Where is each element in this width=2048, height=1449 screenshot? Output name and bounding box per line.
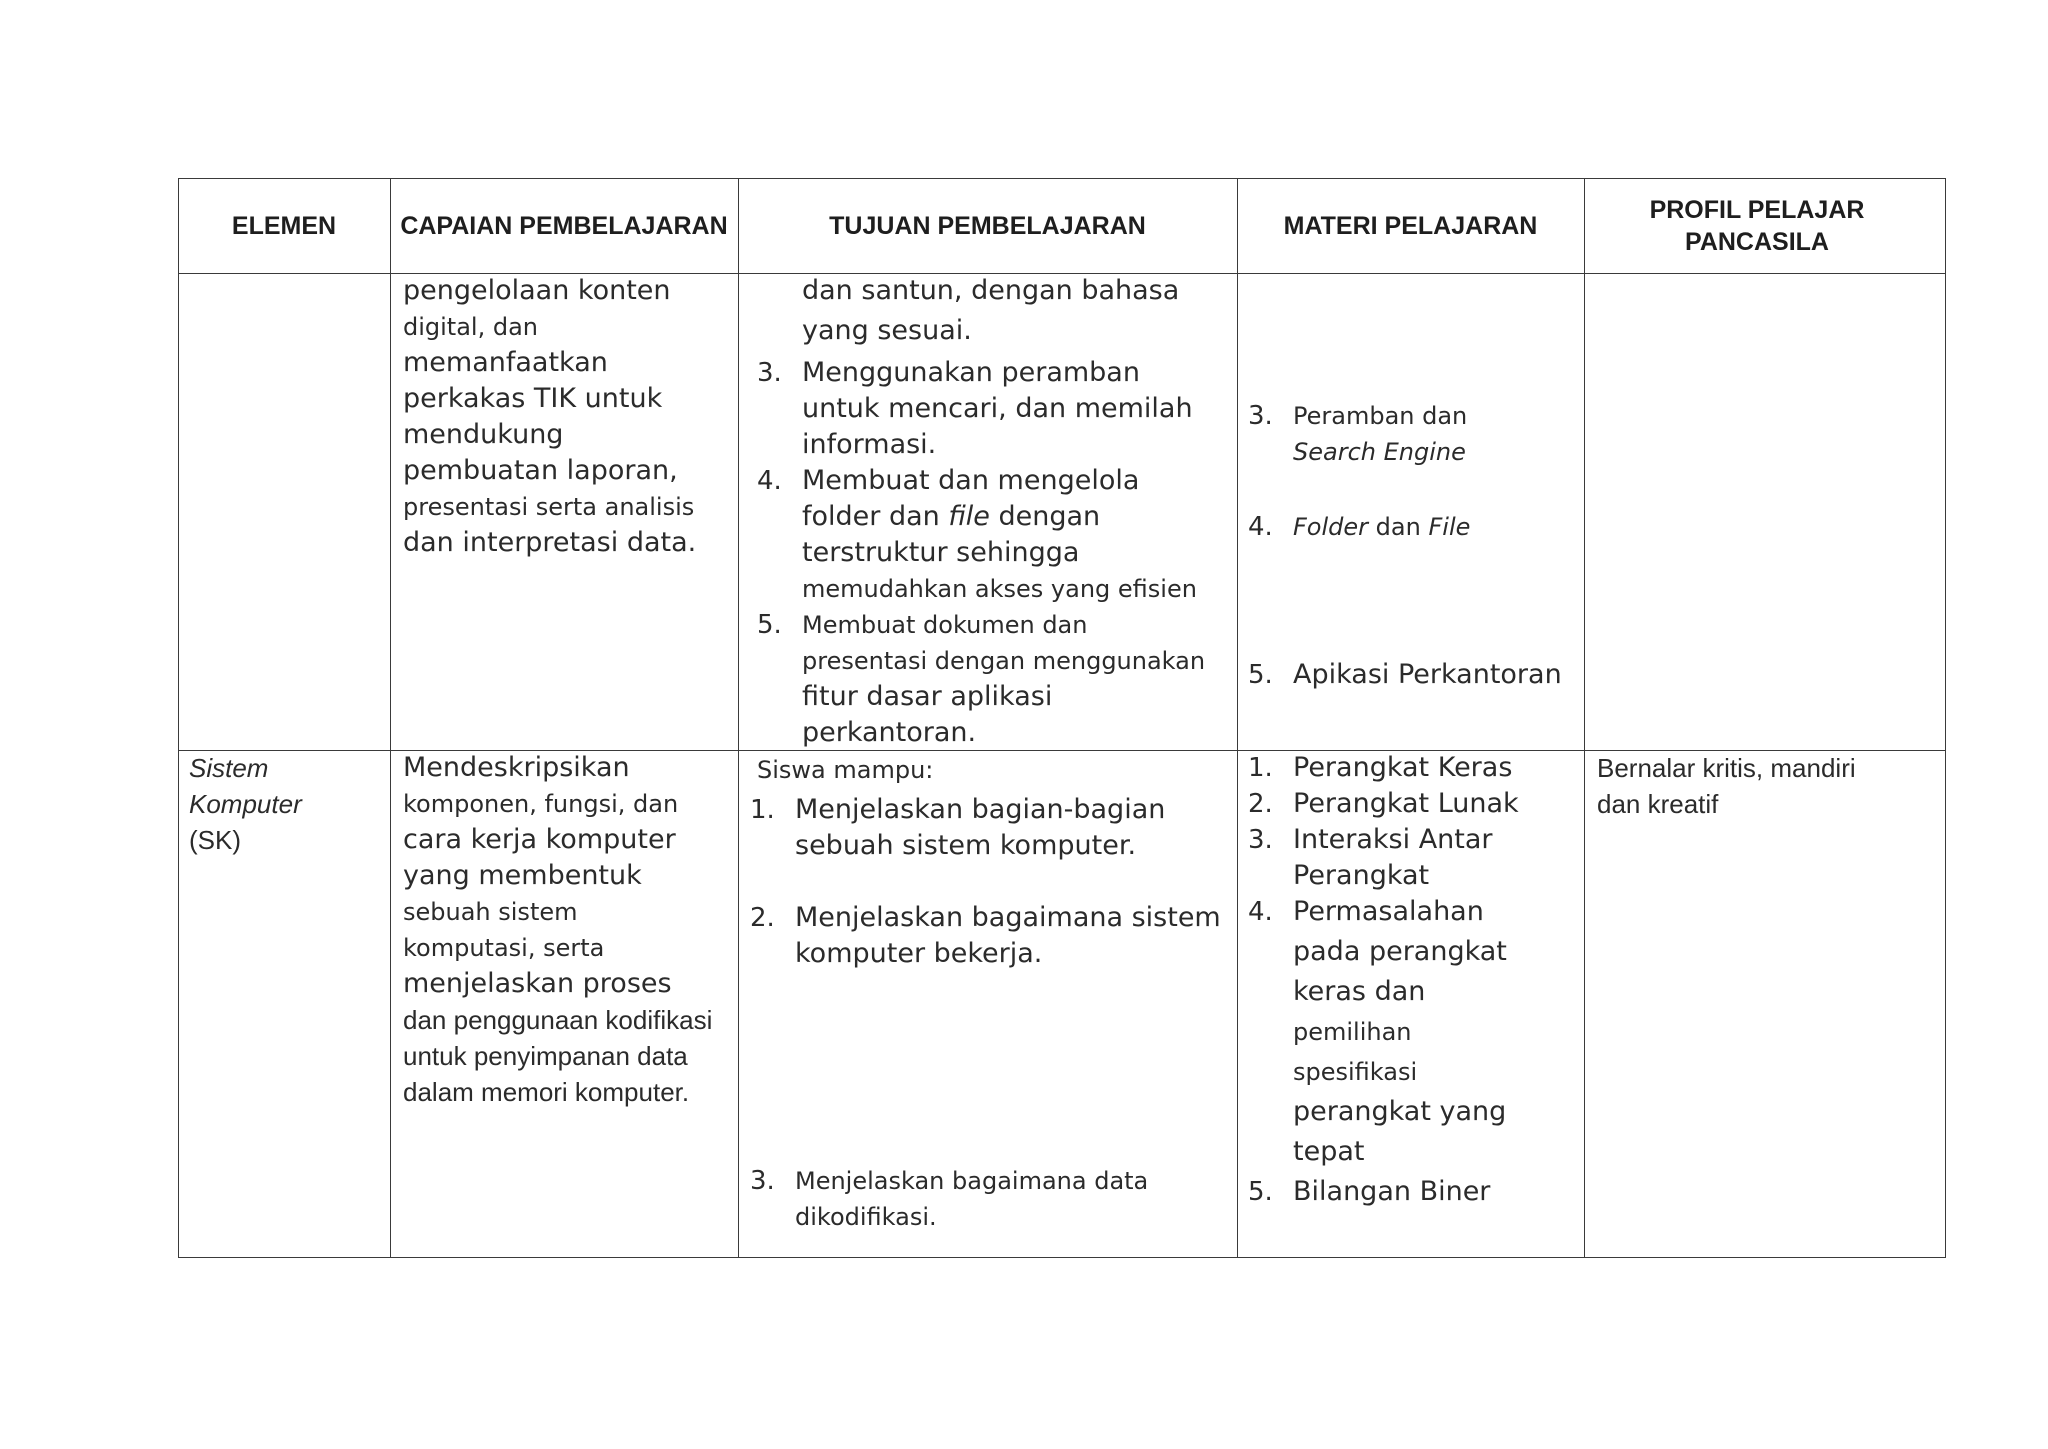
list-number: 4. [757,466,782,496]
header-profil [1584,178,1930,274]
capaian-line: mendukung [403,419,564,450]
header-profil-line: PROFIL PELAJAR [1649,196,1865,224]
materi-line: Bilangan Biner [1293,1176,1491,1207]
capaian-line: cara kerja komputer [403,824,676,855]
capaian-line: untuk penyimpanan data [403,1041,688,1071]
list-number: 5. [1248,1177,1273,1207]
tujuan-line: Menggunakan peramban [802,357,1140,388]
list-number: 4. [1248,512,1273,542]
list-number: 3. [1248,401,1273,431]
tujuan-line: dikodifikasi. [795,1203,937,1231]
tujuan-line: Menjelaskan bagaimana data [795,1167,1149,1195]
tujuan-line: yang sesuai. [802,315,972,346]
tujuan-intro: Siswa mampu: [757,756,934,784]
list-number: 2. [750,903,775,933]
profil-line: dan kreatif [1597,789,1719,819]
header-elemen: ELEMEN [231,212,337,240]
materi-line: pada perangkat [1293,936,1507,967]
capaian-line: menjelaskan proses [403,968,672,999]
column-divider [1584,178,1585,1258]
materi-line: tepat [1293,1136,1365,1167]
capaian-line: dan penggunaan kodifikasi [403,1005,713,1035]
elemen-line: Sistem [189,753,269,783]
tujuan-line: perkantoran. [802,717,977,748]
materi-line: keras dan [1293,976,1426,1007]
header-capaian: CAPAIAN PEMBELAJARAN [400,212,728,240]
header-profil-line: PANCASILA [1685,228,1829,256]
tujuan-line: sebuah sistem komputer. [795,830,1137,861]
list-number: 1. [1248,753,1273,783]
tujuan-line: Membuat dokumen dan [802,611,1088,639]
column-divider [1237,178,1238,1258]
materi-line: perangkat yang [1293,1096,1507,1127]
header-tujuan: TUJUAN PEMBELAJARAN [829,212,1146,240]
capaian-line: dan interpretasi data. [403,527,697,558]
materi-line: Permasalahan [1293,896,1484,927]
tujuan-line: memudahkan akses yang efisien [802,575,1197,603]
tujuan-line: terstruktur sehingga [802,537,1080,568]
capaian-line: komputasi, serta [403,934,605,962]
materi-line: Perangkat Keras [1293,752,1513,783]
tujuan-line: untuk mencari, dan memilah [802,393,1193,424]
list-number: 3. [757,358,782,388]
capaian-line: perkakas TIK untuk [403,383,663,414]
capaian-line: Mendeskripsikan [403,752,630,783]
list-number: 5. [1248,660,1273,690]
capaian-line: yang membentuk [403,860,642,891]
column-divider [738,178,739,1258]
profil-line: Bernalar kritis, mandiri [1597,753,1856,783]
capaian-line: pengelolaan konten [403,275,671,306]
tujuan-line: presentasi dengan menggunakan [802,647,1206,675]
header-materi: MATERI PELAJARAN [1283,212,1538,240]
list-number: 1. [750,795,775,825]
tujuan-line: komputer bekerja. [795,938,1043,969]
list-number: 2. [1248,789,1273,819]
materi-line: Apikasi Perkantoran [1293,659,1562,690]
materi-line: Search Engine [1293,438,1466,466]
materi-line: Interaksi Antar [1293,824,1493,855]
elemen-line: Komputer [189,789,302,819]
materi-line: spesifikasi [1293,1058,1418,1086]
capaian-line: dalam memori komputer. [403,1077,690,1107]
capaian-line: digital, dan [403,313,538,341]
capaian-line: komponen, fungsi, dan [403,790,679,818]
column-divider [390,178,391,1258]
materi-line: Perangkat [1293,860,1430,891]
list-number: 5. [757,610,782,640]
list-number: 3. [750,1166,775,1196]
tujuan-line: folder dan file dengan [802,501,1101,532]
capaian-line: pembuatan laporan, [403,455,678,486]
capaian-line: sebuah sistem [403,898,578,926]
capaian-line: presentasi serta analisis [403,493,695,521]
tujuan-line: informasi. [802,429,937,460]
tujuan-line: Menjelaskan bagian-bagian [795,794,1166,825]
capaian-line: memanfaatkan [403,347,608,378]
tujuan-line: dan santun, dengan bahasa [802,275,1180,306]
tujuan-line: fitur dasar aplikasi [802,681,1053,712]
list-number: 4. [1248,897,1273,927]
tujuan-line: Menjelaskan bagaimana sistem [795,902,1221,933]
list-number: 3. [1248,825,1273,855]
materi-line: Peramban dan [1293,402,1468,430]
materi-line: Perangkat Lunak [1293,788,1519,819]
materi-line: Folder dan File [1293,513,1471,541]
materi-line: pemilihan [1293,1018,1412,1046]
elemen-line: (SK) [189,825,241,855]
tujuan-line: Membuat dan mengelola [802,465,1140,496]
